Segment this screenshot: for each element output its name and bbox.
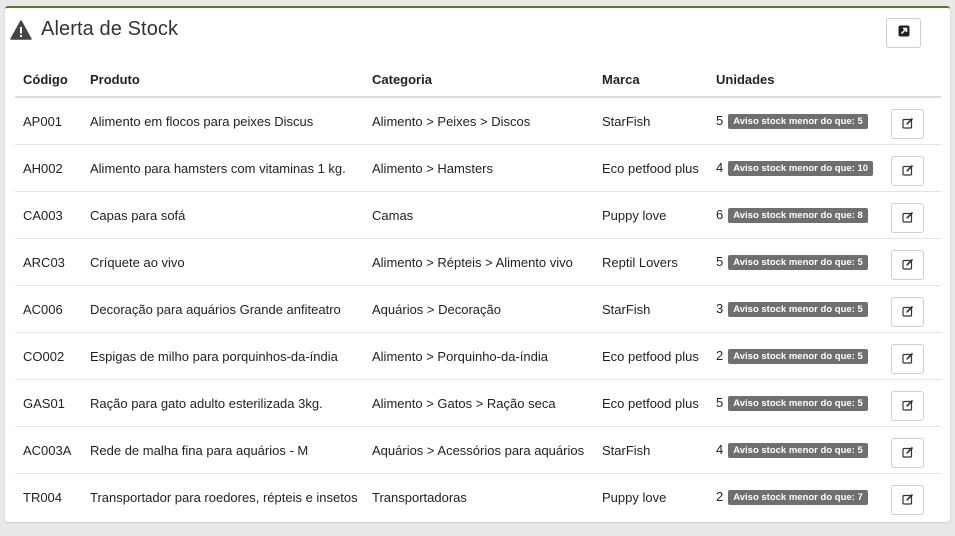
units-value: 4: [716, 442, 724, 457]
cell-code: AH002: [15, 145, 82, 192]
edit-icon: [902, 305, 914, 320]
stock-warning-badge: Aviso stock menor do que: 5: [728, 114, 868, 129]
edit-button[interactable]: [891, 156, 924, 186]
cell-product: Decoração para aquários Grande anfiteatro: [82, 286, 364, 333]
units-value: 2: [716, 489, 724, 504]
cell-product: Ração para gato adulto esterilizada 3kg.: [82, 380, 364, 427]
cell-actions: [883, 192, 941, 239]
panel-title-group: [10, 18, 178, 41]
cell-product: Capas para sofá: [82, 192, 364, 239]
column-header-category[interactable]: Categoria: [364, 63, 594, 97]
cell-brand: Reptil Lovers: [594, 239, 708, 286]
stock-warning-badge: Aviso stock menor do que: 5: [728, 302, 868, 317]
cell-product: Transportador para roedores, répteis e insetos: [90, 489, 358, 505]
units-value: 5: [716, 254, 724, 269]
column-header-code[interactable]: Código: [15, 63, 82, 97]
cell-units: [708, 97, 883, 145]
cell-actions: [883, 239, 941, 286]
stock-alert-table: [15, 63, 941, 520]
column-header-actions: [883, 63, 941, 97]
cell-brand: StarFish: [594, 97, 708, 145]
cell-category: Alimento > Gatos > Ração seca: [364, 380, 594, 427]
stock-warning-badge: Aviso stock menor do que: 8: [728, 208, 868, 223]
stock-warning-badge: Aviso stock menor do que: 7: [728, 490, 868, 505]
edit-icon: [902, 493, 914, 508]
edit-icon: [902, 352, 914, 367]
cell-brand: StarFish: [594, 427, 708, 474]
open-external-button[interactable]: [886, 18, 921, 48]
stock-warning-badge: Aviso stock menor do que: 10: [728, 161, 873, 176]
units-value: 3: [716, 301, 724, 316]
edit-button[interactable]: [891, 344, 924, 374]
column-header-brand[interactable]: Marca: [594, 63, 708, 97]
stock-warning-badge: Aviso stock menor do que: 5: [728, 349, 868, 364]
cell-code: CO002: [15, 333, 82, 380]
table-row: [15, 239, 941, 286]
edit-button[interactable]: [891, 109, 924, 139]
cell-actions: [883, 333, 941, 380]
edit-icon: [902, 117, 914, 132]
column-header-units[interactable]: Unidades: [708, 63, 883, 97]
cell-actions: [883, 97, 941, 145]
edit-button[interactable]: [891, 250, 924, 280]
cell-code: TR004: [23, 489, 63, 505]
cell-category: Alimento > Répteis > Alimento vivo: [364, 239, 594, 286]
cell-code: CA003: [15, 192, 82, 239]
cell-code: ARC03: [15, 239, 82, 286]
edit-icon: [902, 258, 914, 273]
cell-category: Camas: [364, 192, 594, 239]
cell-product: Alimento em flocos para peixes Discus: [82, 97, 364, 145]
cell-units: [708, 474, 883, 521]
external-link-icon: [898, 24, 910, 42]
table-row: [15, 145, 941, 192]
units-value: 5: [716, 113, 724, 128]
cell-actions: [883, 474, 941, 521]
cell-product: Alimento para hamsters com vitaminas 1 kg.: [82, 145, 364, 192]
edit-button[interactable]: [891, 203, 924, 233]
cell-actions: [883, 427, 941, 474]
edit-button[interactable]: [891, 391, 924, 421]
cell-category: Alimento > Porquinho-da-índia: [364, 333, 594, 380]
units-value: 2: [716, 348, 724, 363]
cell-units: [708, 380, 883, 427]
table-row: [15, 474, 941, 521]
table-row: [15, 192, 941, 239]
cell-brand: Puppy love: [602, 489, 667, 505]
cell-product: Rede de malha fina para aquários - M: [82, 427, 364, 474]
cell-brand: Eco petfood plus: [594, 145, 708, 192]
cell-code: AP001: [15, 97, 82, 145]
cell-units: [708, 427, 883, 474]
cell-category: Aquários > Decoração: [364, 286, 594, 333]
edit-button[interactable]: [891, 485, 924, 515]
cell-units: [708, 333, 883, 380]
cell-category: Alimento > Hamsters: [364, 145, 594, 192]
edit-icon: [902, 164, 914, 179]
units-value: 4: [716, 160, 724, 175]
table-row: [15, 97, 941, 145]
edit-icon: [902, 211, 914, 226]
table-row: [15, 427, 941, 474]
cell-brand: Eco petfood plus: [594, 333, 708, 380]
page-title: Alerta de Stock: [41, 18, 179, 40]
panel-header: [5, 8, 950, 56]
units-value: 6: [716, 207, 724, 222]
table-row: [15, 380, 941, 427]
table-header-row: [15, 63, 941, 97]
edit-button[interactable]: [891, 438, 924, 468]
cell-code: AC006: [15, 286, 82, 333]
edit-icon: [902, 446, 914, 461]
cell-actions: [883, 380, 941, 427]
cell-actions: [883, 145, 941, 192]
cell-product: Espigas de milho para porquinhos-da-índia: [82, 333, 364, 380]
cell-category: Alimento > Peixes > Discos: [364, 97, 594, 145]
cell-units: [708, 192, 883, 239]
stock-warning-badge: Aviso stock menor do que: 5: [728, 255, 868, 270]
edit-button[interactable]: [891, 297, 924, 327]
stock-alert-panel: [5, 6, 950, 522]
warning-icon: [10, 20, 32, 40]
cell-brand: Eco petfood plus: [594, 380, 708, 427]
cell-product: Críquete ao vivo: [82, 239, 364, 286]
edit-icon: [902, 399, 914, 414]
units-value: 5: [716, 395, 724, 410]
stock-warning-badge: Aviso stock menor do que: 5: [728, 443, 868, 458]
column-header-product[interactable]: Produto: [82, 63, 364, 97]
cell-units: [708, 239, 883, 286]
cell-category: Transportadoras: [372, 489, 467, 505]
table-row: [15, 333, 941, 380]
cell-actions: [883, 286, 941, 333]
cell-code: GAS01: [15, 380, 82, 427]
cell-units: [708, 286, 883, 333]
cell-code: AC003A: [15, 427, 82, 474]
table-row: [15, 286, 941, 333]
cell-brand: Puppy love: [594, 192, 708, 239]
cell-units: [708, 145, 883, 192]
cell-brand: StarFish: [594, 286, 708, 333]
cell-category: Aquários > Acessórios para aquários: [364, 427, 594, 474]
stock-warning-badge: Aviso stock menor do que: 5: [728, 396, 868, 411]
